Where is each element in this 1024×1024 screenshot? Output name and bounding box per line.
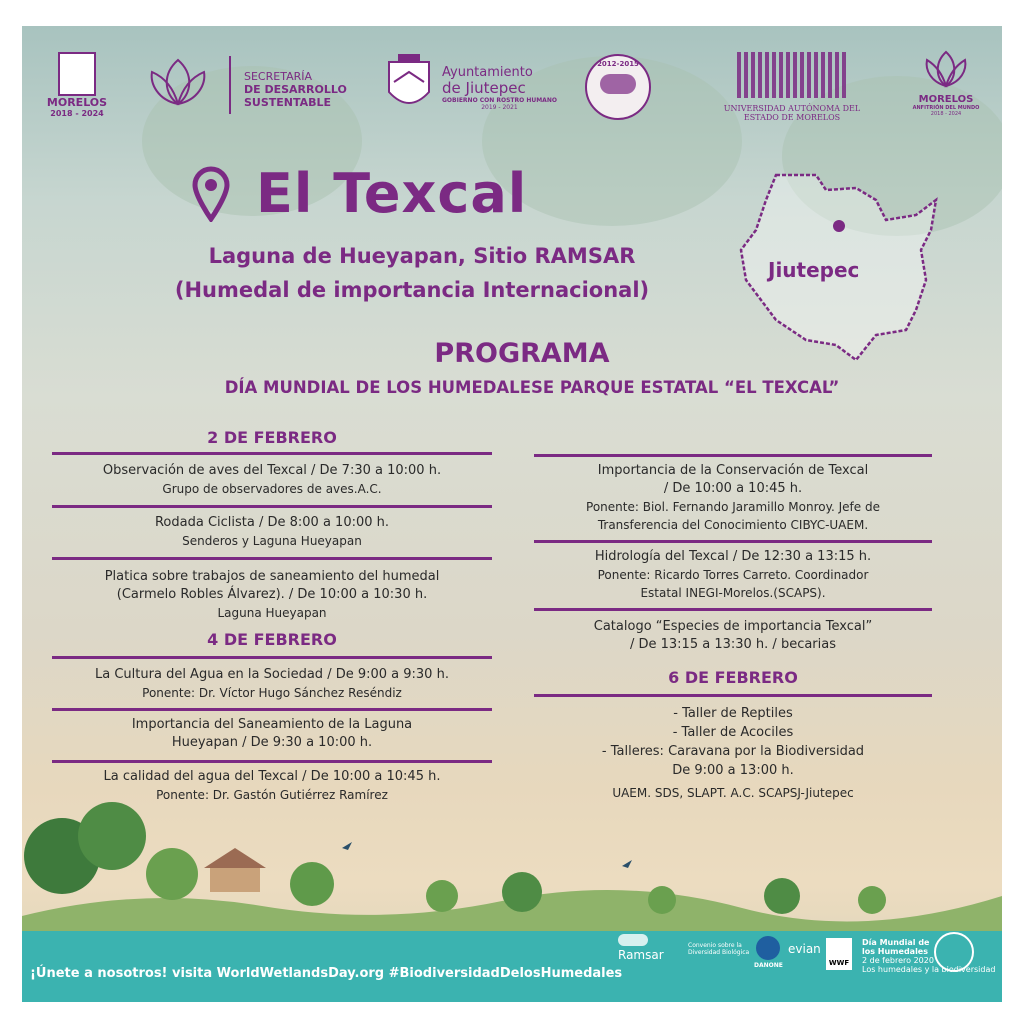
workshop-line: - Talleres: Caravana por la Biodiversidad	[601, 744, 865, 759]
item-title: Platica sobre trabajos de saneamiento del humedal	[104, 569, 440, 584]
item-detail: Ponente: Dr. Gastón Gutiérrez Ramírez	[156, 788, 388, 802]
jiutepec-crest-icon	[384, 52, 434, 116]
location-dot	[833, 220, 845, 232]
item-title: La calidad del agua del Texcal / De 10:00 a 10:45 h.	[103, 769, 441, 784]
ramsar-label: Ramsar	[618, 948, 664, 962]
wave-icon	[618, 934, 648, 946]
morelos-logo	[44, 52, 110, 138]
workshop-line: De 9:00 a 13:00 h.	[672, 763, 794, 778]
world-wetlands-day-logo	[862, 938, 995, 974]
item-title: Hidrología del Texcal / De 12:30 a 13:15 h.	[594, 549, 872, 564]
item-title: Catalogo “Especies de importancia Texcal”	[593, 619, 873, 634]
day1-item-3	[52, 568, 492, 622]
page-title: El Texcal	[256, 162, 528, 225]
day2-heading: 4 DE FEBRERO	[207, 630, 337, 649]
uaem-logo	[722, 52, 862, 122]
programa-heading: PROGRAMA	[434, 338, 610, 369]
wwf-logo: WWF	[826, 938, 852, 970]
item-title: Rodada Ciclista / De 8:00 a 10:00 h.	[154, 515, 390, 530]
comisariado-years: 2012-2015	[597, 60, 639, 68]
divider	[534, 454, 932, 457]
item-detail: Senderos y Laguna Hueyapan	[182, 534, 362, 548]
divider	[52, 452, 492, 455]
secretaria-line2: DE DESARROLLO	[244, 83, 347, 96]
item-title: Importancia de la Conservación de Texcal	[597, 463, 869, 478]
divider	[534, 608, 932, 611]
divider	[534, 540, 932, 543]
right-item-3	[534, 618, 932, 654]
comisariado-seal	[585, 54, 651, 120]
item-detail: Grupo de observadores de aves.A.C.	[162, 482, 382, 496]
anfitrion-name: MORELOS	[918, 94, 974, 105]
secretaria-line3: SUSTENTABLE	[244, 96, 332, 109]
item-detail: Ponente: Dr. Víctor Hugo Sánchez Reséndiz	[142, 686, 402, 700]
workshop-line: - Taller de Acociles	[672, 725, 794, 740]
divider	[52, 760, 492, 763]
location-pin-icon	[192, 166, 230, 222]
workshop-line: - Taller de Reptiles	[673, 706, 793, 721]
item-detail: Ponente: Ricardo Torres Carreto. Coordinador	[597, 568, 869, 582]
item-title: La Cultura del Agua en la Sociedad / De 9:00 a 9:30 h.	[95, 667, 449, 682]
day1-heading: 2 DE FEBRERO	[207, 428, 337, 447]
lotus-icon	[144, 54, 212, 110]
danone-label: DANONE	[754, 962, 783, 969]
evian-label: evian	[788, 942, 821, 956]
wetland-illustration	[22, 796, 1002, 936]
item-title-cont: / De 13:15 a 13:30 h. / becarias	[629, 637, 837, 652]
dmh-date: 2 de febrero 2020	[862, 956, 934, 965]
divider	[52, 656, 492, 659]
right-item-1	[534, 462, 932, 534]
item-detail: Transferencia del Conocimiento CIBYC-UAEM.	[597, 518, 869, 532]
shield-icon	[58, 52, 96, 96]
anfitrion-sub: ANFITRIÓN DEL MUNDO	[912, 105, 980, 111]
item-title-cont: Hueyapan / De 9:30 a 10:00 h.	[171, 735, 373, 750]
day3-workshops	[534, 704, 932, 803]
item-title: Observación de aves del Texcal / De 7:30 a 10:00 h.	[102, 463, 442, 478]
secretaria-line1: SECRETARÍA	[244, 70, 313, 83]
poster	[22, 26, 1002, 1002]
day2-item-2	[52, 716, 492, 752]
ayuntamiento-line2: de Jiutepec	[442, 79, 526, 97]
dmh-line1: Día Mundial de	[862, 938, 930, 947]
day1-item-1	[52, 462, 492, 498]
item-detail: Laguna Hueyapan	[217, 606, 327, 620]
uaem-emblem-icon	[737, 52, 847, 98]
day2-item-1	[52, 666, 492, 702]
ayuntamiento-tagline: GOBIERNO CON ROSTRO HUMANO	[442, 97, 557, 104]
dmh-line2: los Humedales	[862, 947, 928, 956]
subtitle-2: (Humedal de importancia Internacional)	[174, 278, 650, 302]
divider	[52, 505, 492, 508]
dmh-theme: Los humedales y la biodiversidad	[862, 965, 996, 974]
footer-link-text[interactable]: ¡Únete a nosotros! visita WorldWetlandsDay.org #BiodiversidadDelosHumedales	[30, 966, 623, 981]
convenio-label: Convenio sobre la Diversidad Biológica	[688, 942, 750, 956]
uaem-line1: UNIVERSIDAD AUTÓNOMA DEL	[723, 104, 861, 113]
map-label: Jiutepec	[768, 258, 860, 282]
right-item-2	[534, 548, 932, 602]
ramsar-logo	[618, 934, 674, 974]
divider	[52, 557, 492, 560]
secretaria-logo	[244, 70, 347, 109]
item-title: Importancia del Saneamiento de la Laguna	[131, 717, 413, 732]
ayuntamiento-logo	[442, 66, 557, 111]
globe-icon	[756, 936, 780, 960]
day3-heading: 6 DE FEBRERO	[668, 668, 798, 687]
morelos-anfitrion-logo	[906, 50, 986, 117]
logo-divider	[229, 56, 231, 114]
divider	[52, 708, 492, 711]
morelos-name: MORELOS	[46, 96, 108, 109]
item-title-cont: / De 10:00 a 10:45 h.	[663, 481, 803, 496]
wetlands-emblem-icon	[934, 932, 974, 972]
day1-item-2	[52, 514, 492, 550]
subtitle-1: Laguna de Hueyapan, Sitio RAMSAR	[208, 244, 636, 268]
morelos-years: 2018 - 2024	[50, 109, 104, 118]
item-title-cont: (Carmelo Robles Álvarez). / De 10:00 a 10:30 h.	[116, 587, 428, 602]
ayuntamiento-years: 2019 - 2021	[481, 104, 518, 111]
item-detail: Ponente: Biol. Fernando Jaramillo Monroy. Jefe de	[586, 500, 880, 514]
ayuntamiento-line1: Ayuntamiento	[442, 65, 533, 80]
item-detail: Estatal INEGI-Morelos.(SCAPS).	[640, 586, 826, 600]
trees-icon	[600, 74, 636, 94]
workshop-organizers: UAEM. SDS, SLAPT. A.C. SCAPSJ-Jiutepec	[612, 786, 854, 800]
lotus-icon	[923, 50, 969, 90]
event-line: DÍA MUNDIAL DE LOS HUMEDALESE PARQUE ESTATAL “EL TEXCAL”	[224, 378, 840, 397]
uaem-line2: ESTADO DE MORELOS	[743, 113, 841, 122]
divider	[534, 694, 932, 697]
anfitrion-years: 2018 - 2024	[930, 111, 962, 117]
